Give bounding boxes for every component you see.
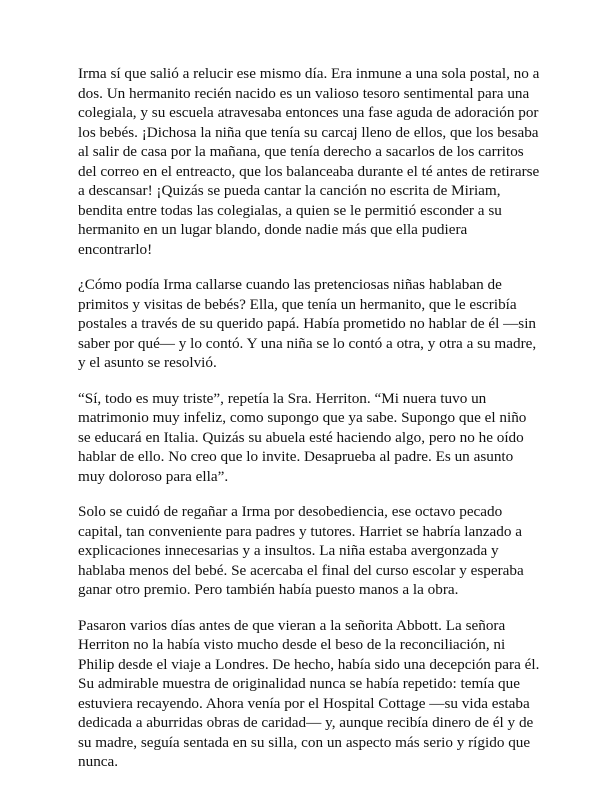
paragraph-3: “Sí, todo es muy triste”, repetía la Sra. Herriton. “Mi nuera tuvo un matrimonio muy infeliz, como supongo que ya sabe. Supongo que el niño se educará en Italia. Quizás su abuela esté haciendo algo, pero no he oído hablar de ello. No creo que lo invite. Desaprueba al padre. Es un asunto muy doloroso para ella”. <box>78 389 527 485</box>
paragraph-5: Pasaron varios días antes de que vieran a la señorita Abbott. La señora Herriton no la había visto mucho desde el beso de la reconciliación, ni Philip desde el viaje a Londres. De hecho, había sido una decepción para él. Su admirable muestra de originalidad nunca se había repetido: temía que estuviera recayendo. Ahora venía por el Hospital Cottage —su vida estaba dedicada a aburridas obras de caridad— y, aunque recibía dinero de él y de su madre, seguía sentada en su silla, con un aspecto más serio y rígido que nunca. <box>78 616 540 770</box>
paragraph-4: Solo se cuidó de regañar a Irma por desobediencia, ese octavo pecado capital, tan conveniente para padres y tutores. Harriet se habría lanzado a explicaciones innecesarias y a insultos. La niña estaba avergonzada y hablaba menos del bebé. Se acercaba el final del curso escolar y esperaba ganar otro premio. Pero también había puesto manos a la obra. <box>78 503 524 598</box>
paragraph-1: Irma sí que salió a relucir ese mismo día. Era inmune a una sola postal, no a dos. Un hermanito recién nacido es un valioso tesoro sentimental para una colegiala, y su escuela atravesaba entonces una fase aguda de adoración por los bebés. ¡Dichosa la niña que tenía su carcaj lleno de ellos, que los besaba al salir de casa por la mañana, que tenía derecho a sacarlos de los carritos del correo en el entreacto, que los balanceaba durante el té antes de retirarse a descansar! ¡Quizás se pueda cantar la canción no escrita de Miriam, bendita entre todas las colegialas, a quien se le permitió esconder a su hermanito en un lugar blando, donde nadie más que ella pudiera encontrarlo! <box>78 65 540 258</box>
paragraph-2: ¿Cómo podía Irma callarse cuando las pretenciosas niñas hablaban de primitos y visitas de bebés? Ella, que tenía un hermanito, que le escribía postales a través de su querido papá. Había prometido no hablar de él —sin saber por qué— y lo contó. Y una niña se lo contó a otra, y otra a su madre, y el asunto se resolvió. <box>78 276 537 371</box>
document-page <box>78 64 548 788</box>
